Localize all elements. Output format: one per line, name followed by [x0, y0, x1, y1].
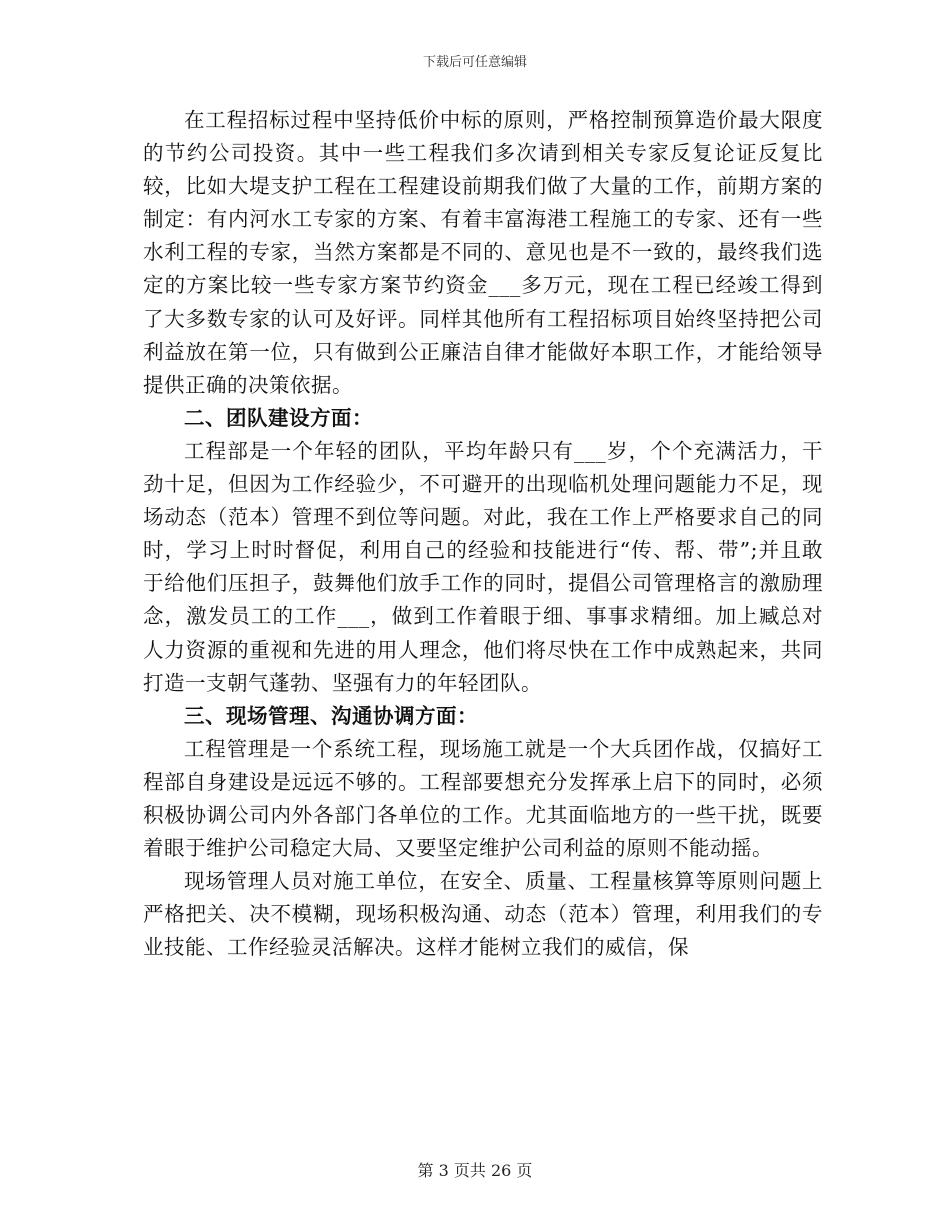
paragraph-tendering: 在工程招标过程中坚持低价中标的原则，严格控制预算造价最大限度的节约公司投资。其中一些工程我们多次请到相关专家反复论证反复比较，比如大堤支护工程在工程建设前期我们做了大量的工作，前期方案的制定：有内河水工专家的方案、有着丰富海港工程施工的专家、还有一些水利工程的专家，当然方案都是不同的、意见也是不一致的，最终我们选定的方案比较一些专家方案节约资金___多万元，现在工程已经竣工得到了大多数专家的认可及好评。同样其他所有工程招标项目始终坚持把公司利益放在第一位，只有做到公正廉洁自律才能做好本职工作，才能给领导提供正确的决策依据。	[143, 108, 823, 397]
page-footer: 第 3 页共 26 页	[417, 1161, 533, 1180]
paragraph-team-building: 工程部是一个年轻的团队，平均年龄只有___岁，个个充满活力，干劲十足，但因为工作经验少，不可避开的出现临机处理问题能力不足，现场动态（范本）管理不到位等问题。对此，我在工作上严格要求自己的同时，学习上时时督促，利用自己的经验和技能进行“传、帮、带”;并且敢于给他们压担子，鼓舞他们放手工作的同时，提倡公司管理格言的激励理念，激发员工的工作___，做到工作着眼于细、事事求精细。加上臧总对人力资源的重视和先进的用人理念，他们将尽快在工作中成熟起来，共同打造一支朝气蓬勃、坚强有力的年轻团队。	[143, 438, 823, 695]
paragraph-site-staff: 现场管理人员对施工单位，在安全、质量、工程量核算等原则问题上严格把关、决不模糊，现场积极沟通、动态（范本）管理，利用我们的专业技能、工作经验灵活解决。这样才能树立我们的威信，保	[143, 869, 823, 960]
paragraph-site-management: 工程管理是一个系统工程，现场施工就是一个大兵团作战，仅搞好工程部自身建设是远远不够的。工程部要想充分发挥承上启下的同时，必须积极协调公司内外各部门各单位的工作。尤其面临地方的一些干扰，既要着眼于维护公司稳定大局、又要坚定维护公司利益的原则不能动摇。	[143, 736, 823, 861]
section-heading-site-management: 三、现场管理、沟通协调方面：	[184, 703, 478, 728]
section-heading-team-building: 二、团队建设方面：	[184, 405, 373, 430]
page-header: 下载后可任意编辑	[422, 55, 527, 70]
document-body	[143, 104, 823, 964]
